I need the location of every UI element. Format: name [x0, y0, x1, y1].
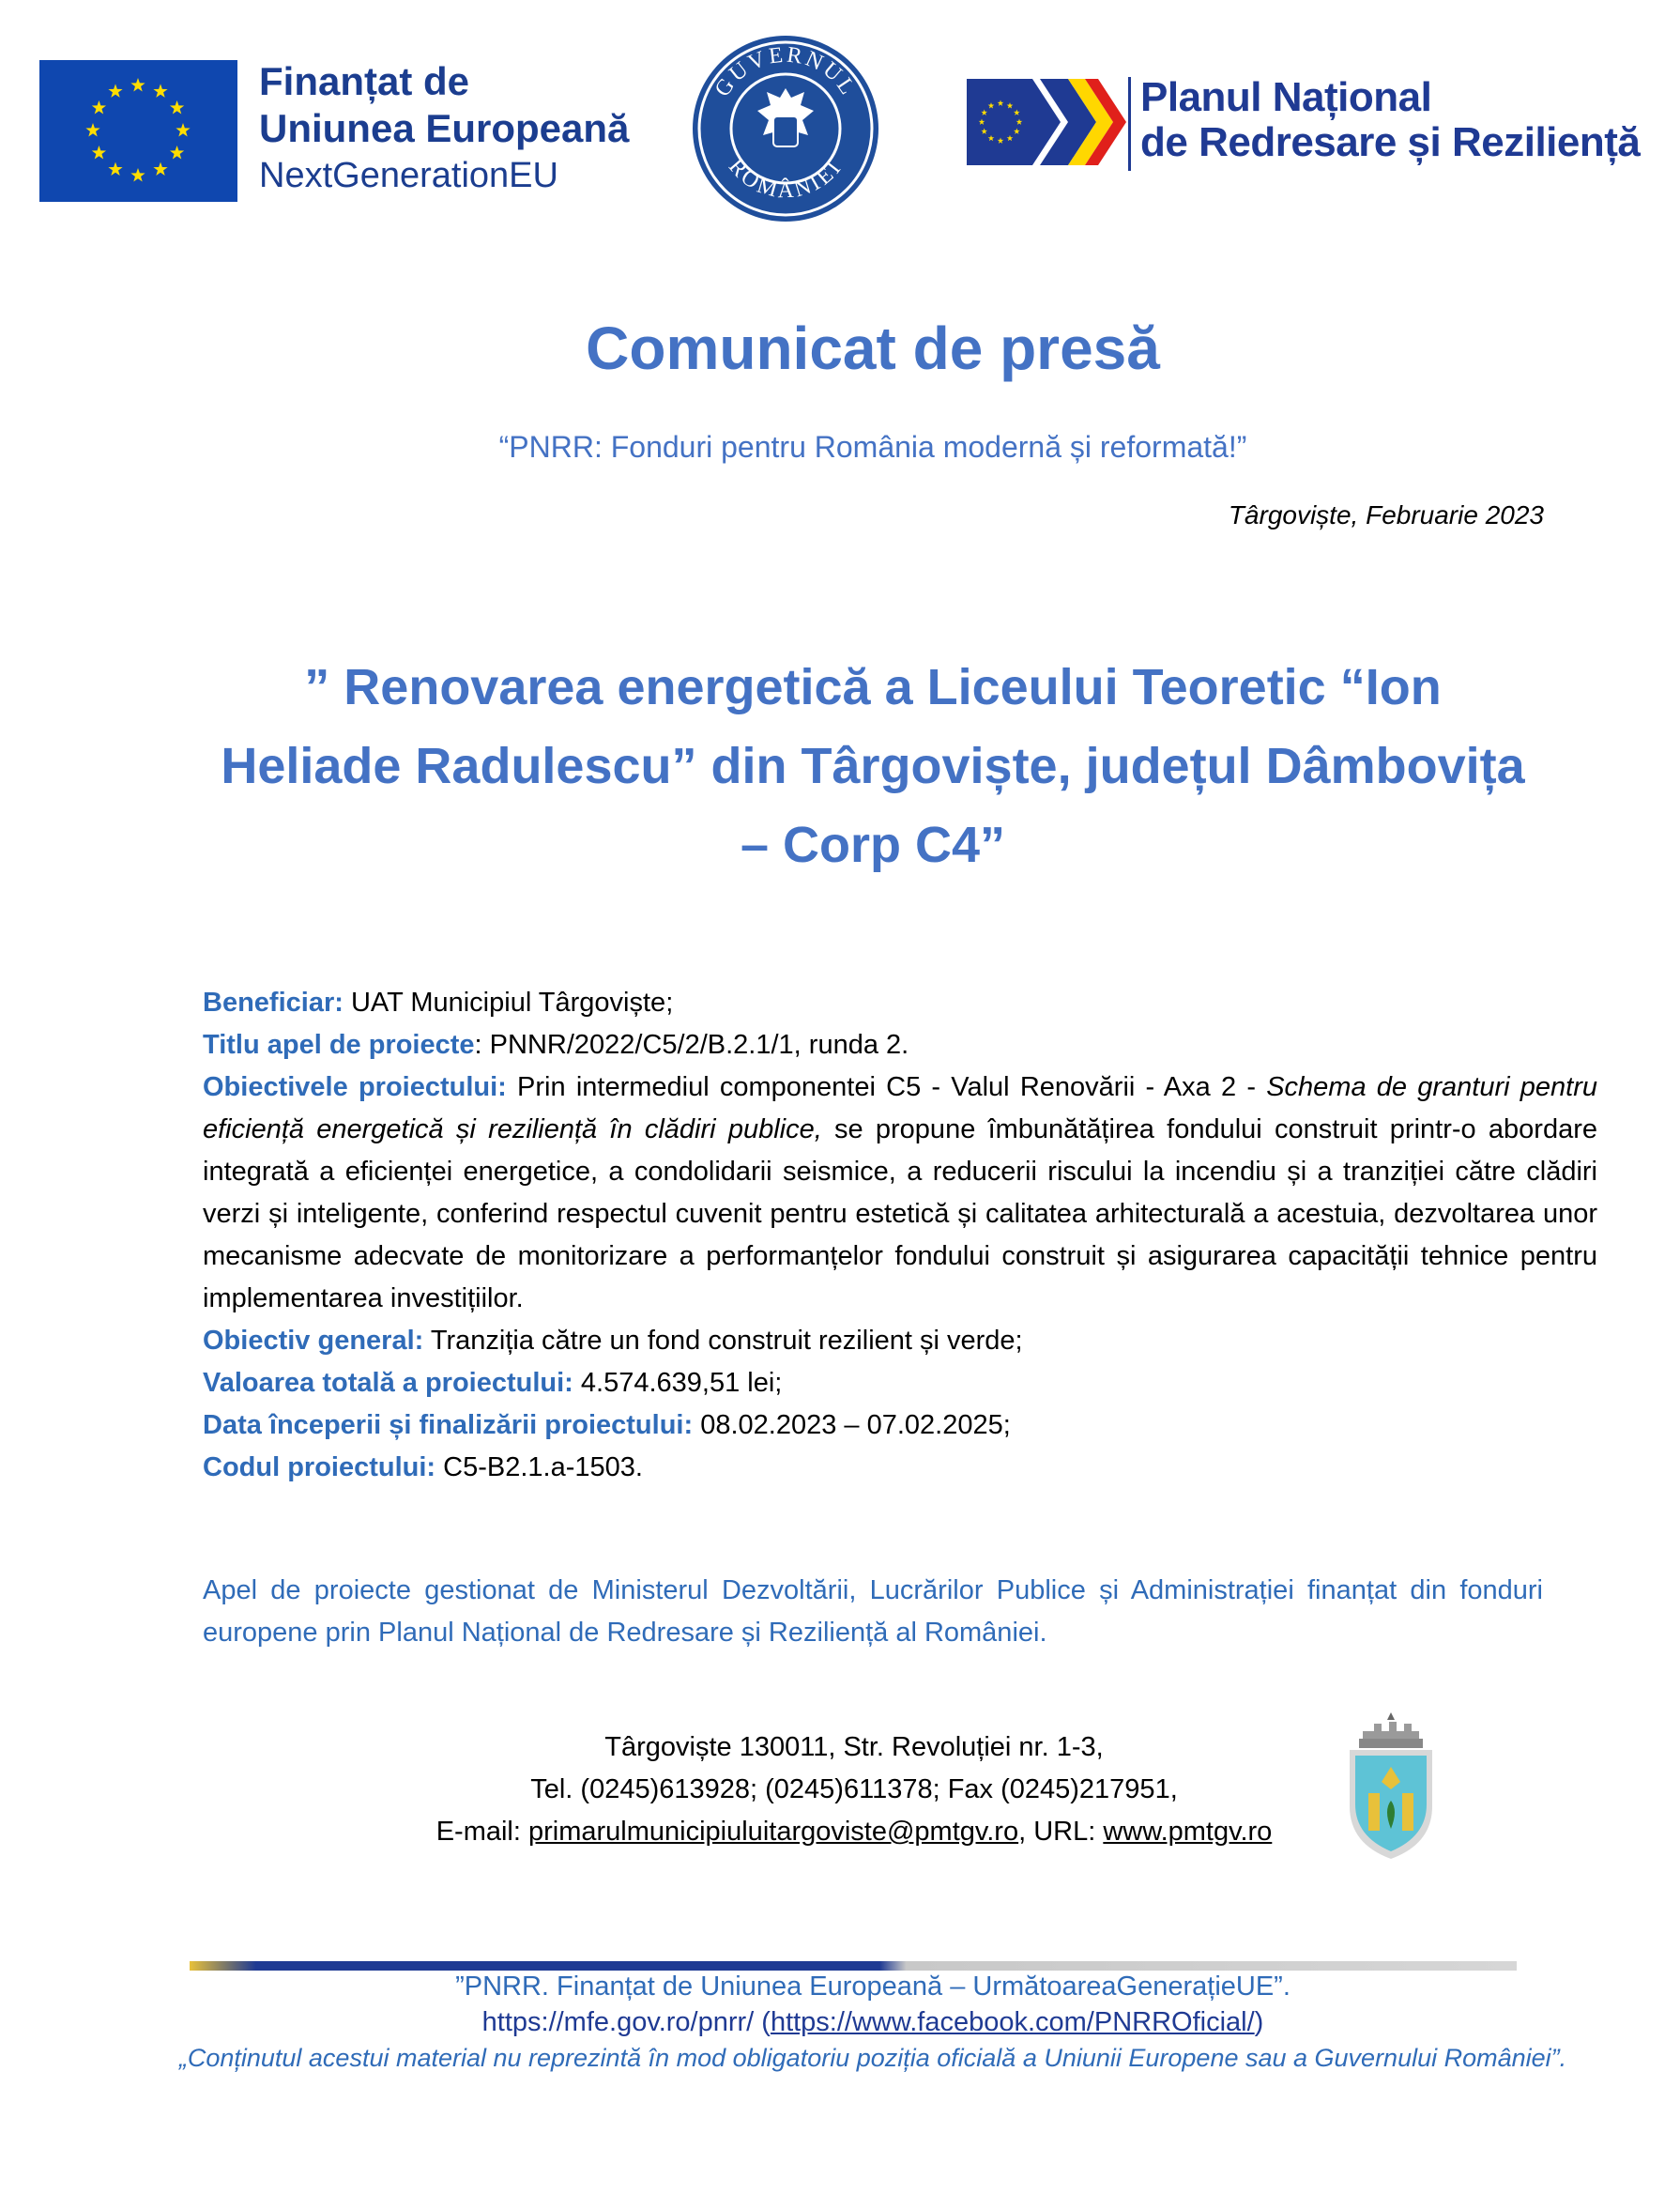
valoare-value: 4.574.639,51 lei;	[573, 1368, 783, 1398]
apel-note: Apel de proiecte gestionat de Ministerul Dezvoltării, Lucrărilor Publice și Administrației finanțat din fonduri europene prin Planul Național de Redresare și Reziliență al României.	[203, 1575, 1543, 1648]
footer-divider	[190, 1958, 1517, 1968]
obiective-row	[203, 1066, 1597, 1320]
contact-phones: Tel. (0245)613928; (0245)611378; Fax (0245)217951,	[530, 1774, 1178, 1804]
pnrr-title-text	[1140, 75, 1640, 165]
beneficiar-label: Beneficiar:	[203, 988, 344, 1018]
government-seal-logo	[691, 34, 880, 223]
eu-funding-text	[259, 58, 629, 199]
footer-link-close: )	[1254, 2007, 1264, 2037]
footer-facebook-link[interactable]: https://www.facebook.com/PNRROficial/	[770, 2007, 1255, 2037]
obiective-text-part1: Prin intermediul componentei C5 - Valul Renovării - Axa 2 -	[506, 1072, 1267, 1102]
footer-disclaimer: „Conținutul acestui material nu reprezintă în mod obligatoriu poziția oficială a Uniunii Europene sau a Guvernului României”.	[178, 2044, 1567, 2072]
valoare-row	[203, 1362, 1597, 1404]
data-label: Data începerii și finalizării proiectului:	[203, 1410, 694, 1440]
eu-text-line1: Finanțat de	[259, 59, 470, 103]
beneficiar-value: UAT Municipiul Târgoviște;	[343, 988, 674, 1018]
svg-text:GUVERNUL: GUVERNUL	[710, 42, 862, 101]
page-title: Comunicat de presă	[586, 315, 1160, 382]
pnrr-separator	[1128, 77, 1131, 171]
footer-links	[0, 2004, 1680, 2040]
footer-mfe-link[interactable]: https://mfe.gov.ro/pnrr/ (	[481, 2007, 771, 2037]
footer	[0, 1969, 1680, 2076]
pnrr-text-line2: de Redresare și Reziliență	[1140, 119, 1641, 165]
titlu-apel-label: Titlu apel de proiecte	[203, 1030, 475, 1060]
pnrr-logo	[967, 79, 1126, 165]
cod-row	[203, 1447, 1597, 1489]
project-info	[203, 982, 1597, 1489]
targoviste-crest-icon	[1344, 1711, 1438, 1861]
obiective-label: Obiectivele proiectului:	[203, 1072, 507, 1102]
dateline: Târgoviște, Februarie 2023	[1228, 500, 1544, 529]
cod-value: C5-B2.1.a-1503.	[435, 1452, 643, 1482]
obiectiv-general-label: Obiectiv general:	[203, 1326, 424, 1356]
email-link[interactable]: primarulmunicipiuluitargoviste@pmtgv.ro	[528, 1817, 1019, 1847]
contact-email-row	[366, 1811, 1342, 1853]
beneficiar-row	[203, 982, 1597, 1024]
titlu-apel-row	[203, 1024, 1597, 1066]
url-label: , URL:	[1018, 1817, 1104, 1847]
eu-stars-icon	[39, 60, 237, 202]
svg-text:ROMÂNIEI: ROMÂNIEI	[724, 154, 848, 204]
pnrr-text-line1: Planul Național	[1140, 74, 1432, 120]
footer-slogan: ”PNRR. Finanțat de Uniunea Europeană – UrmătoareaGenerațieUE”.	[455, 1972, 1291, 2002]
obiective-italic: Schema de granturi pentru eficiență energetică și reziliență în clădiri publice,	[203, 1072, 1598, 1144]
titlu-apel-value: : PNNR/2022/C5/2/B.2.1/1, runda 2.	[474, 1030, 909, 1060]
obiective-text-part2: se propune îmbunătățirea fondului construit printr-o abordare integrată a eficienței energetice, a condolidarii seismice, a reducerii riscului la incendiu și a tranziției către clădiri verzi și inteligente, conferind respectul cuvenit pentru estetică și calitatea arhitecturală a acestuia, dezvoltarea unor mecanisme adecvate de monitorizare a performanțelor fondului construit și asigurarea capacității tehnice pentru implementarea investițiilor.	[203, 1114, 1597, 1313]
valoare-label: Valoarea totală a proiectului:	[203, 1368, 573, 1398]
project-title: ” Renovarea energetică a Liceului Teoretic “Ion Heliade Radulescu” din Târgoviște, județul Dâmbovița – Corp C4”	[221, 659, 1525, 873]
eu-text-line3: NextGenerationEU	[259, 156, 558, 195]
cod-label: Codul proiectului:	[203, 1452, 436, 1482]
contact-block	[366, 1726, 1342, 1853]
data-value: 08.02.2023 – 07.02.2025;	[693, 1410, 1011, 1440]
email-label: E-mail:	[435, 1817, 528, 1847]
obiectiv-general-row	[203, 1320, 1597, 1362]
eu-flag-logo	[39, 60, 237, 202]
data-row	[203, 1404, 1597, 1447]
obiectiv-general-value: Tranziția către un fond construit rezilient și verde;	[423, 1326, 1023, 1356]
url-link[interactable]: www.pmtgv.ro	[1103, 1817, 1273, 1847]
contact-address: Târgoviște 130011, Str. Revoluției nr. 1-3,	[604, 1732, 1104, 1762]
subtitle: “PNRR: Fonduri pentru România modernă și reformată!”	[498, 430, 1247, 464]
eu-text-line2: Uniunea Europeană	[259, 106, 630, 150]
